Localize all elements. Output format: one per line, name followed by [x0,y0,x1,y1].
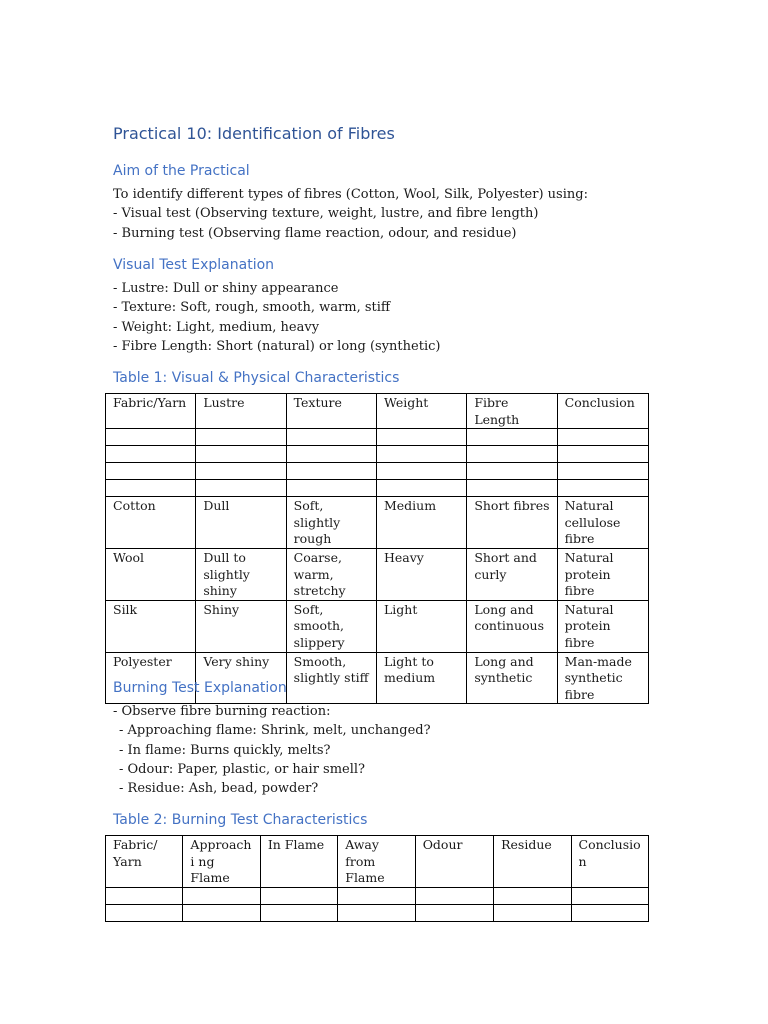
table-cell [415,887,493,904]
table-cell [338,904,415,921]
aim-line: - Visual test (Observing texture, weight, lustre, and fibre length) [113,206,539,222]
table-cell: Medium [376,497,466,549]
table-header-cell: Away from Flame [338,836,415,888]
table-cell: Short and curly [467,548,557,600]
table-cell [557,446,648,463]
table-row [106,429,649,446]
table-cell [415,904,493,921]
burning-explanation-list [113,702,431,798]
table-cell [557,463,648,480]
table-row [106,446,649,463]
table-header-cell: Approachi ng Flame [183,836,260,888]
table-cell: Polyester [106,652,196,704]
table-cell [467,480,557,497]
table-cell [467,463,557,480]
table2-heading: Table 2: Burning Test Characteristics [113,812,368,828]
aim-line: - Burning test (Observing flame reaction, odour, and residue) [113,225,517,241]
table-cell: Dull to slightly shiny [196,548,286,600]
aim-heading: Aim of the Practical [113,163,250,179]
table-cell: Heavy [376,548,466,600]
table-cell [183,887,260,904]
table2-burning-characteristics [105,835,649,922]
table-cell [376,429,466,446]
table-cell [467,429,557,446]
table-header-cell: Conclusio n [571,836,648,888]
table-header-cell: Fibre Length [467,394,557,429]
table-cell [338,887,415,904]
table-cell: Very shiny [196,652,286,704]
table-cell [183,904,260,921]
table-cell: Dull [196,497,286,549]
table-cell: Smooth, slightly stiff [286,652,376,704]
table-cell: Shiny [196,600,286,652]
table-header-cell: Residue [494,836,571,888]
table-row [106,480,649,497]
aim-line: To identify different types of fibres (Cotton, Wool, Silk, Polyester) using: [113,187,588,202]
table-cell [106,904,183,921]
list-item: - Approaching flame: Shrink, melt, unchanged? [119,723,431,739]
table-cell: Natural protein fibre [557,548,648,600]
table-row [106,887,649,904]
table-cell [286,463,376,480]
table-cell [571,887,648,904]
aim-text [113,185,588,243]
table-row [106,600,649,652]
table-row [106,548,649,600]
table-cell: Short fibres [467,497,557,549]
table-cell [376,463,466,480]
table-cell [196,480,286,497]
table-cell [106,887,183,904]
table-cell: Light to medium [376,652,466,704]
table-cell [260,904,337,921]
table-header-cell: Conclusion [557,394,648,429]
visual-explanation-list [113,279,440,356]
table-cell [467,446,557,463]
table-cell: Silk [106,600,196,652]
table-row [106,904,649,921]
list-item: - Weight: Light, medium, heavy [113,319,320,335]
table-cell [106,463,196,480]
table-header-cell: Texture [286,394,376,429]
table-cell [286,480,376,497]
table-header-cell: Odour [415,836,493,888]
table-cell [494,904,571,921]
list-item: - Observe fibre burning reaction: [113,704,331,719]
list-item: - Fibre Length: Short (natural) or long (synthetic) [113,338,441,354]
table-cell: Man-made synthetic fibre [557,652,648,704]
table-header-cell: Weight [376,394,466,429]
list-item: - Residue: Ash, bead, powder? [119,781,319,797]
table-cell [557,429,648,446]
table-cell: Cotton [106,497,196,549]
table-cell: Soft, slightly rough [286,497,376,549]
table-cell: Natural cellulose fibre [557,497,648,549]
table-header-cell: In Flame [260,836,337,888]
table-header-row [106,394,649,429]
table-cell: Wool [106,548,196,600]
burning-explanation-heading: Burning Test Explanation [113,680,287,696]
table-cell [376,480,466,497]
table-cell [286,429,376,446]
page-title: Practical 10: Identification of Fibres [113,124,395,143]
table-cell [494,887,571,904]
table-cell [106,429,196,446]
table-header-row [106,836,649,888]
table-cell [196,429,286,446]
table-cell: Natural protein fibre [557,600,648,652]
table-cell [196,463,286,480]
table-cell [571,904,648,921]
table1-visual-characteristics [105,393,649,704]
table-cell [196,446,286,463]
table-cell [106,480,196,497]
table1-heading: Table 1: Visual & Physical Characteristics [113,370,400,386]
table-header-cell: Fabric/ Yarn [106,836,183,888]
table-cell [557,480,648,497]
table-header-cell: Fabric/Yarn [106,394,196,429]
table-cell [286,446,376,463]
table-cell: Long and continuous [467,600,557,652]
list-item: - Odour: Paper, plastic, or hair smell? [119,761,366,777]
list-item: - Texture: Soft, rough, smooth, warm, stiff [113,300,391,316]
table-cell [260,887,337,904]
table-cell: Long and synthetic [467,652,557,704]
table-cell: Soft, smooth, slippery [286,600,376,652]
table-cell [106,446,196,463]
table-row [106,497,649,549]
list-item: - Lustre: Dull or shiny appearance [113,281,339,296]
table-row [106,463,649,480]
list-item: - In flame: Burns quickly, melts? [119,742,331,758]
table-cell: Coarse, warm, stretchy [286,548,376,600]
table-row [106,652,649,704]
table-cell: Light [376,600,466,652]
table-header-cell: Lustre [196,394,286,429]
visual-explanation-heading: Visual Test Explanation [113,257,275,273]
table-cell [376,446,466,463]
